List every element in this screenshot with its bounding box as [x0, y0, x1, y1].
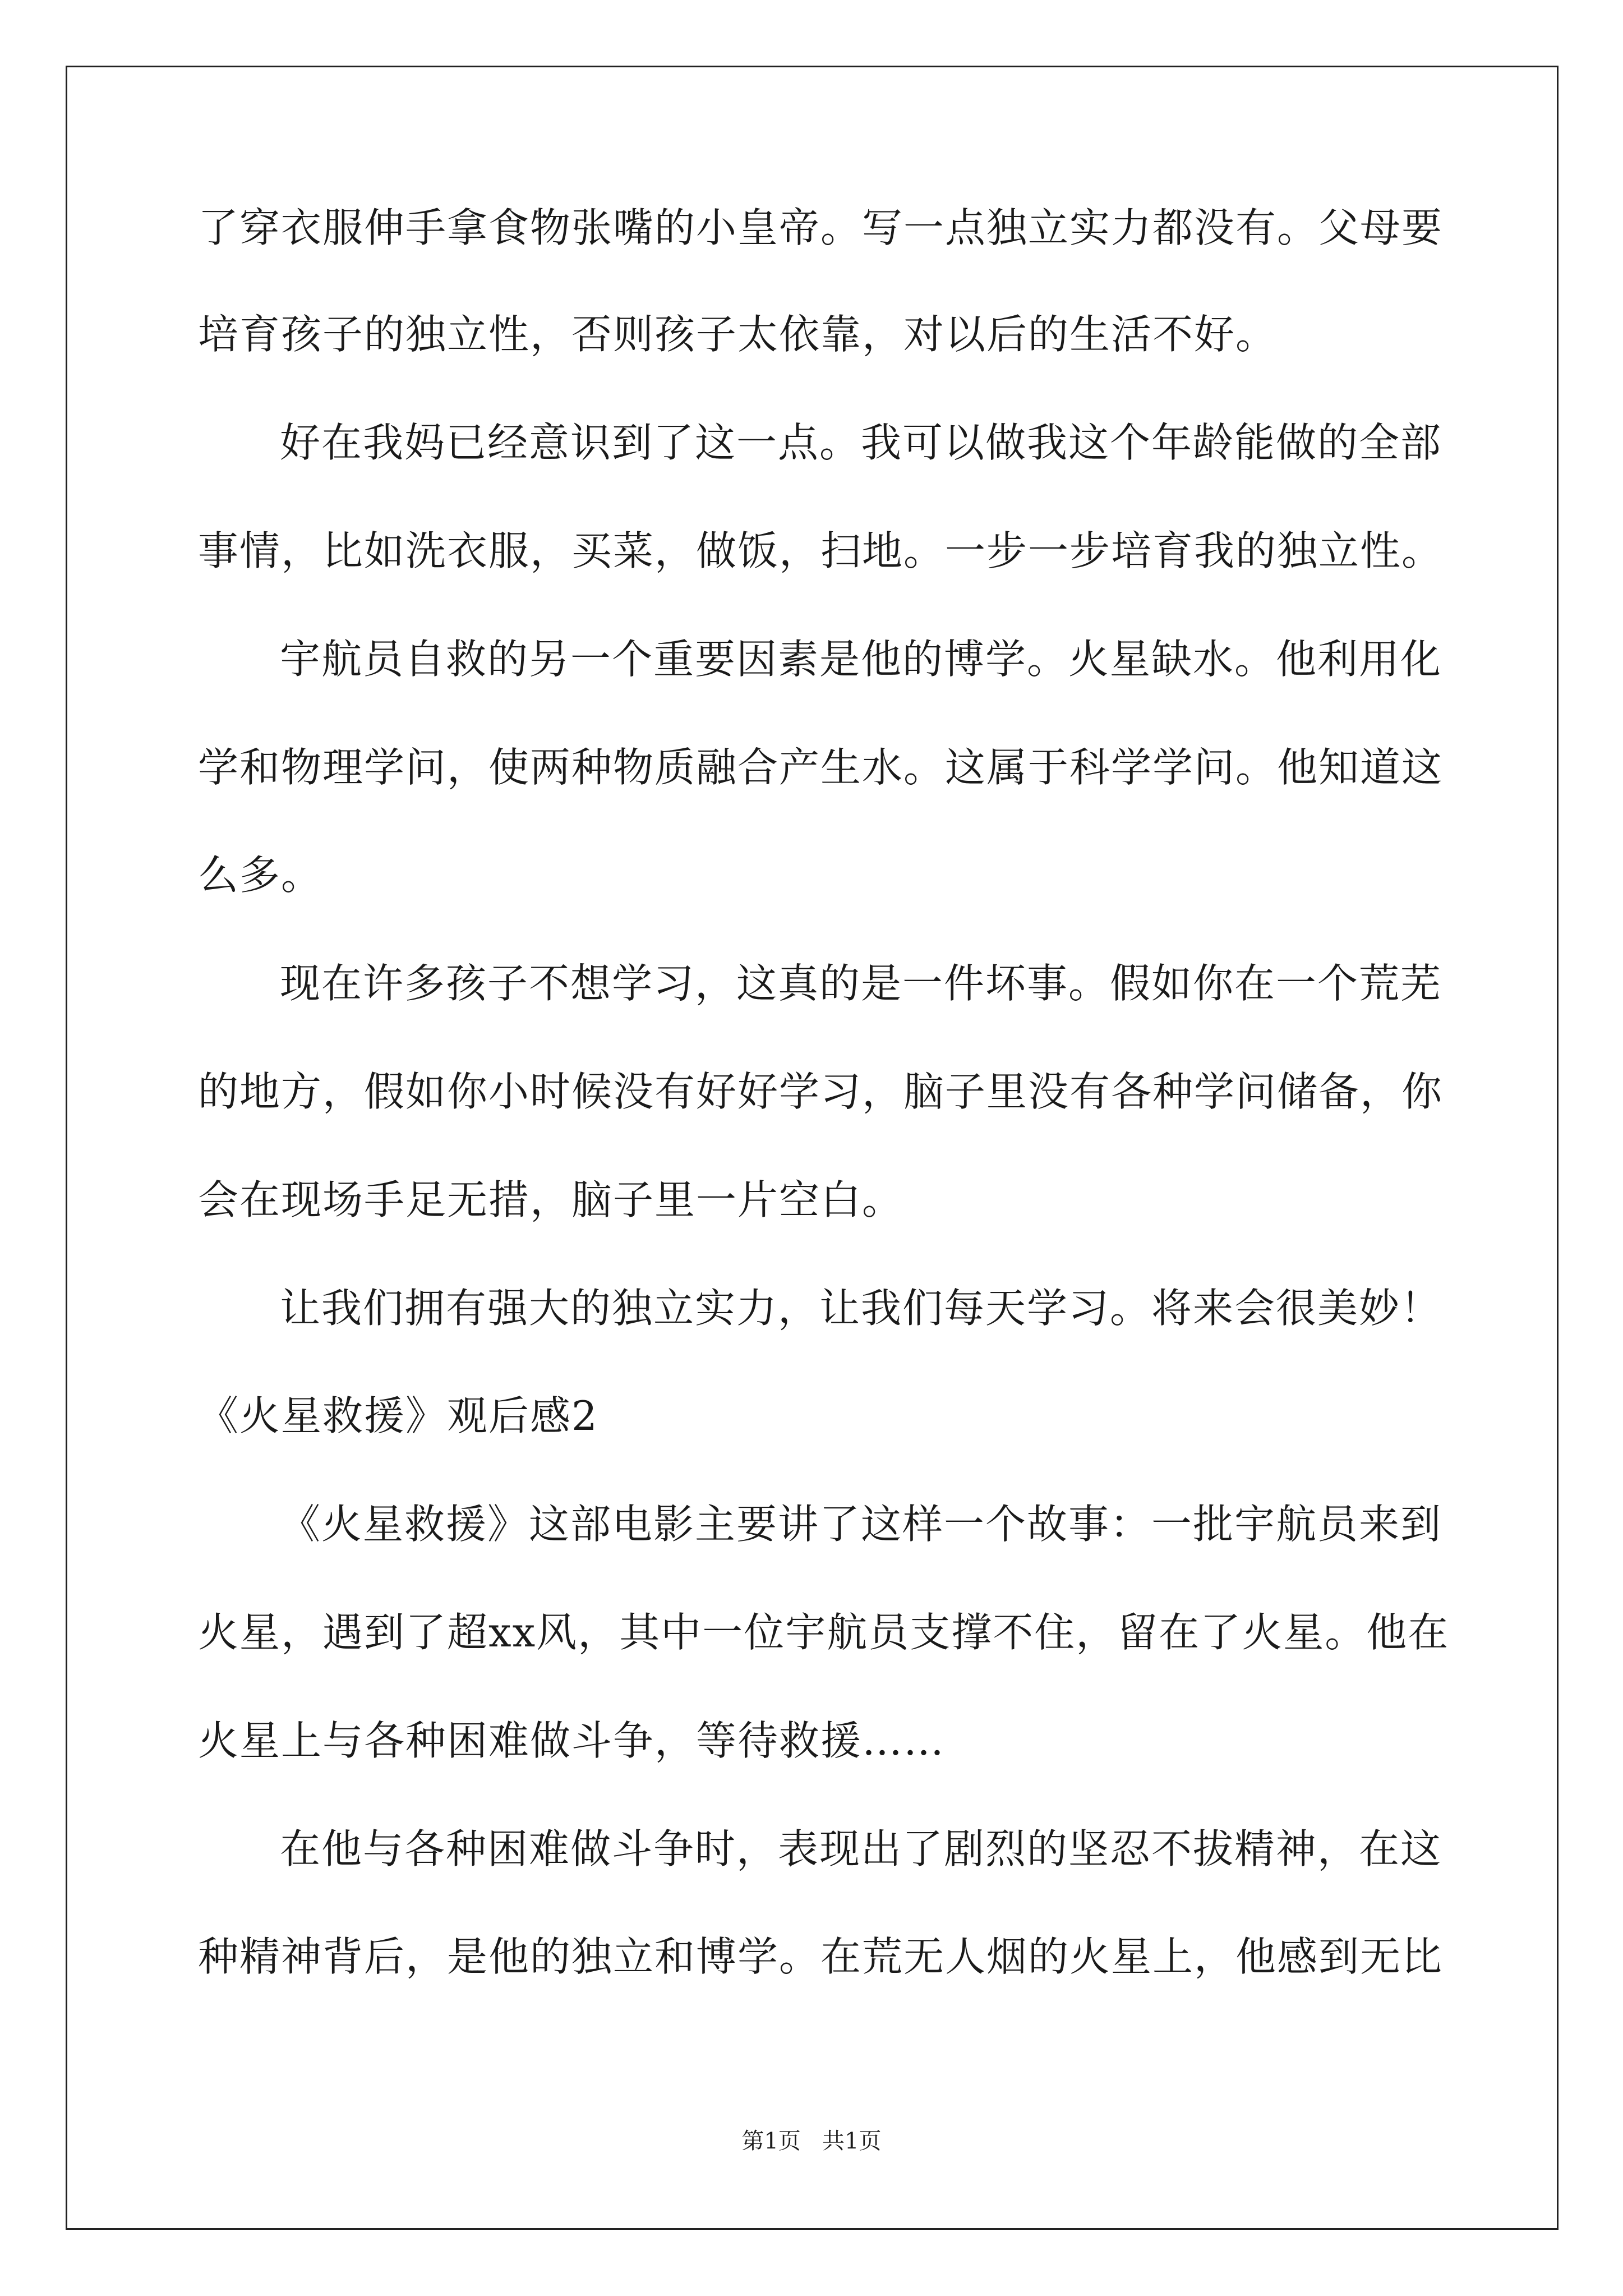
text-line: 火星，遇到了超xx风，其中一位宇航员支撑不住，留在了火星。他在	[198, 1609, 1450, 1656]
text-line: 会在现场手足无措，脑子里一片空白。	[198, 1176, 904, 1223]
paragraph-start-line: 让我们拥有强大的独立实力，让我们每天学习。将来会很美妙！	[280, 1285, 1442, 1332]
text-line: 事情，比如洗衣服，买菜，做饭，扫地。一步一步培育我的独立性。	[198, 527, 1444, 574]
paragraph-start-line: 宇航员自救的另一个重要因素是他的博学。火星缺水。他利用化	[280, 636, 1442, 683]
text-line: 种精神背后，是他的独立和博学。在荒无人烟的火星上，他感到无比	[198, 1933, 1444, 1980]
text-line: 学和物理学问，使两种物质融合产生水。这属于科学学问。他知道这	[198, 744, 1444, 791]
paragraph-start-line: 好在我妈已经意识到了这一点。我可以做我这个年龄能做的全部	[280, 419, 1442, 466]
text-line: 培育孩子的独立性，否则孩子太依靠，对以后的生活不好。	[198, 311, 1278, 358]
section-heading: 《火星救援》观后感2	[198, 1392, 598, 1439]
paragraph-start-line: 《火星救援》这部电影主要讲了这样一个故事：一批宇航员来到	[280, 1501, 1442, 1548]
paragraph-start-line: 现在许多孩子不想学习，这真的是一件坏事。假如你在一个荒芜	[280, 960, 1442, 1007]
text-line: 了穿衣服伸手拿食物张嘴的小皇帝。写一点独立实力都没有。父母要	[198, 204, 1444, 251]
text-line: 么多。	[198, 852, 323, 899]
text-line: 的地方，假如你小时候没有好好学习，脑子里没有各种学问储备，你	[198, 1068, 1444, 1115]
page-footer: 第1页 共1页	[741, 2128, 882, 2154]
page-border	[66, 66, 1559, 2230]
paragraph-start-line: 在他与各种困难做斗争时，表现出了剧烈的坚忍不拔精神，在这	[280, 1825, 1442, 1872]
text-line: 火星上与各种困难做斗争，等待救援……	[198, 1717, 946, 1764]
